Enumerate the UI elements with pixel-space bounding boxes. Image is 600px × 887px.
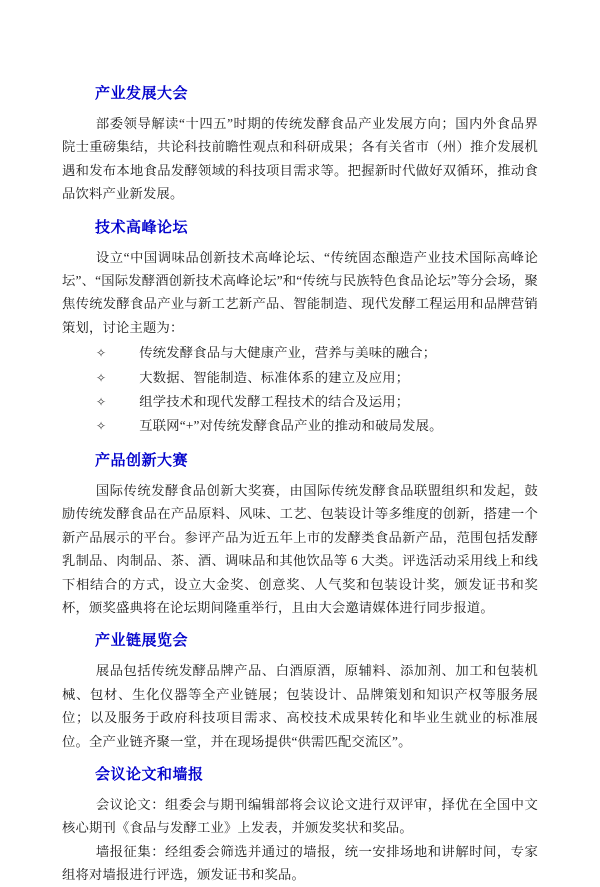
list-item	[62, 390, 538, 414]
body-paragraph: 部委领导解读“十四五”时期的传统发酵食品产业发展方向；国内外食品界院士重磅集结，共论科技前瞻性观点和科研成果；各有关省市（州）推介发展机遇和发布本地食品发酵领域的科技项目需求等。把握新时代做好双循环，推动食品饮料产业新发展。	[62, 116, 538, 202]
section-heading: 技术高峰论坛	[95, 218, 189, 236]
list-item-text: 大数据、智能制造、标准体系的建立及应用；	[139, 369, 410, 385]
diamond-bullet-icon: ✧	[96, 395, 107, 410]
section-industry-chain-expo	[62, 631, 538, 753]
list-item	[62, 366, 538, 390]
body-paragraph: 展品包括传统发酵品牌产品、白酒原酒，原辅料、添加剂、加工和包装机械、包材、生化仪器等全产业链展；包装设计、品牌策划和知识产权等服务展位；以及服务于政府科技项目需求、高校技术成果转化和毕业生就业的标准展位。全产业链齐聚一堂，并在现场提供“供需匹配交流区”。	[62, 663, 538, 749]
section-heading: 产业发展大会	[95, 85, 189, 102]
list-item-text: 互联网“+”对传统发酵食品产业的推动和破局发展。	[139, 418, 443, 434]
list-item-text: 传统发酵食品与大健康产业，营养与美味的融合；	[139, 345, 437, 361]
list-item	[62, 341, 538, 365]
section-product-innovation-contest	[62, 451, 538, 619]
section-papers-and-posters	[62, 765, 538, 887]
section-tech-summit-forum	[62, 218, 538, 439]
diamond-bullet-icon: ✧	[96, 419, 107, 434]
body-paragraph: 国际传统发酵食品创新大奖赛，由国际传统发酵食品联盟组织和发起，鼓励传统发酵食品在产品原料、风味、工艺、包装设计等多维度的创新，搭建一个新产品展示的平台。参评产品为近五年上市的发酵类食品新产品，范围包括发酵乳制品、肉制品、茶、酒、调味品和其他饮品等 6 大类。评选活动采用线上和线下相结合的方式，设立大金奖、创意奖、人气奖和包装设计奖，颁发证书和奖杯，颁奖盛典将在论坛期间隆重举行，且由大会邀请媒体进行同步报道。	[62, 482, 538, 615]
section-heading: 会议论文和墙报	[95, 765, 204, 783]
diamond-bullet-icon: ✧	[96, 346, 107, 361]
list-item-text: 组学技术和现代发酵工程技术的结合及运用；	[139, 394, 410, 410]
diamond-bullet-icon: ✧	[96, 370, 107, 385]
section-heading: 产业链展览会	[95, 632, 189, 650]
body-paragraph: 会议论文：组委会与期刊编辑部将会议论文进行双评审，择优在全国中文核心期刊《食品与发酵工业》上发表，并颁发奖状和奖品。	[62, 796, 538, 836]
section-heading: 产品创新大赛	[95, 451, 189, 469]
body-paragraph: 设立“中国调味品创新技术高峰论坛、“传统固态酿造产业技术国际高峰论坛”、“国际发酵酒创新技术高峰论坛”和“传统与民族特色食品论坛”等分会场，聚焦传统发酵食品产业与新工艺新产品、智能制造、现代发酵工程运用和品牌营销策划，讨论主题为：	[62, 249, 538, 335]
discussion-topics-list	[62, 341, 538, 439]
body-paragraph: 墙报征集：经组委会筛选并通过的墙报，统一安排场地和讲解时间，专家组将对墙报进行评选，颁发证书和奖品。	[62, 843, 538, 883]
section-industry-development-conference	[62, 84, 538, 206]
list-item	[62, 414, 538, 438]
